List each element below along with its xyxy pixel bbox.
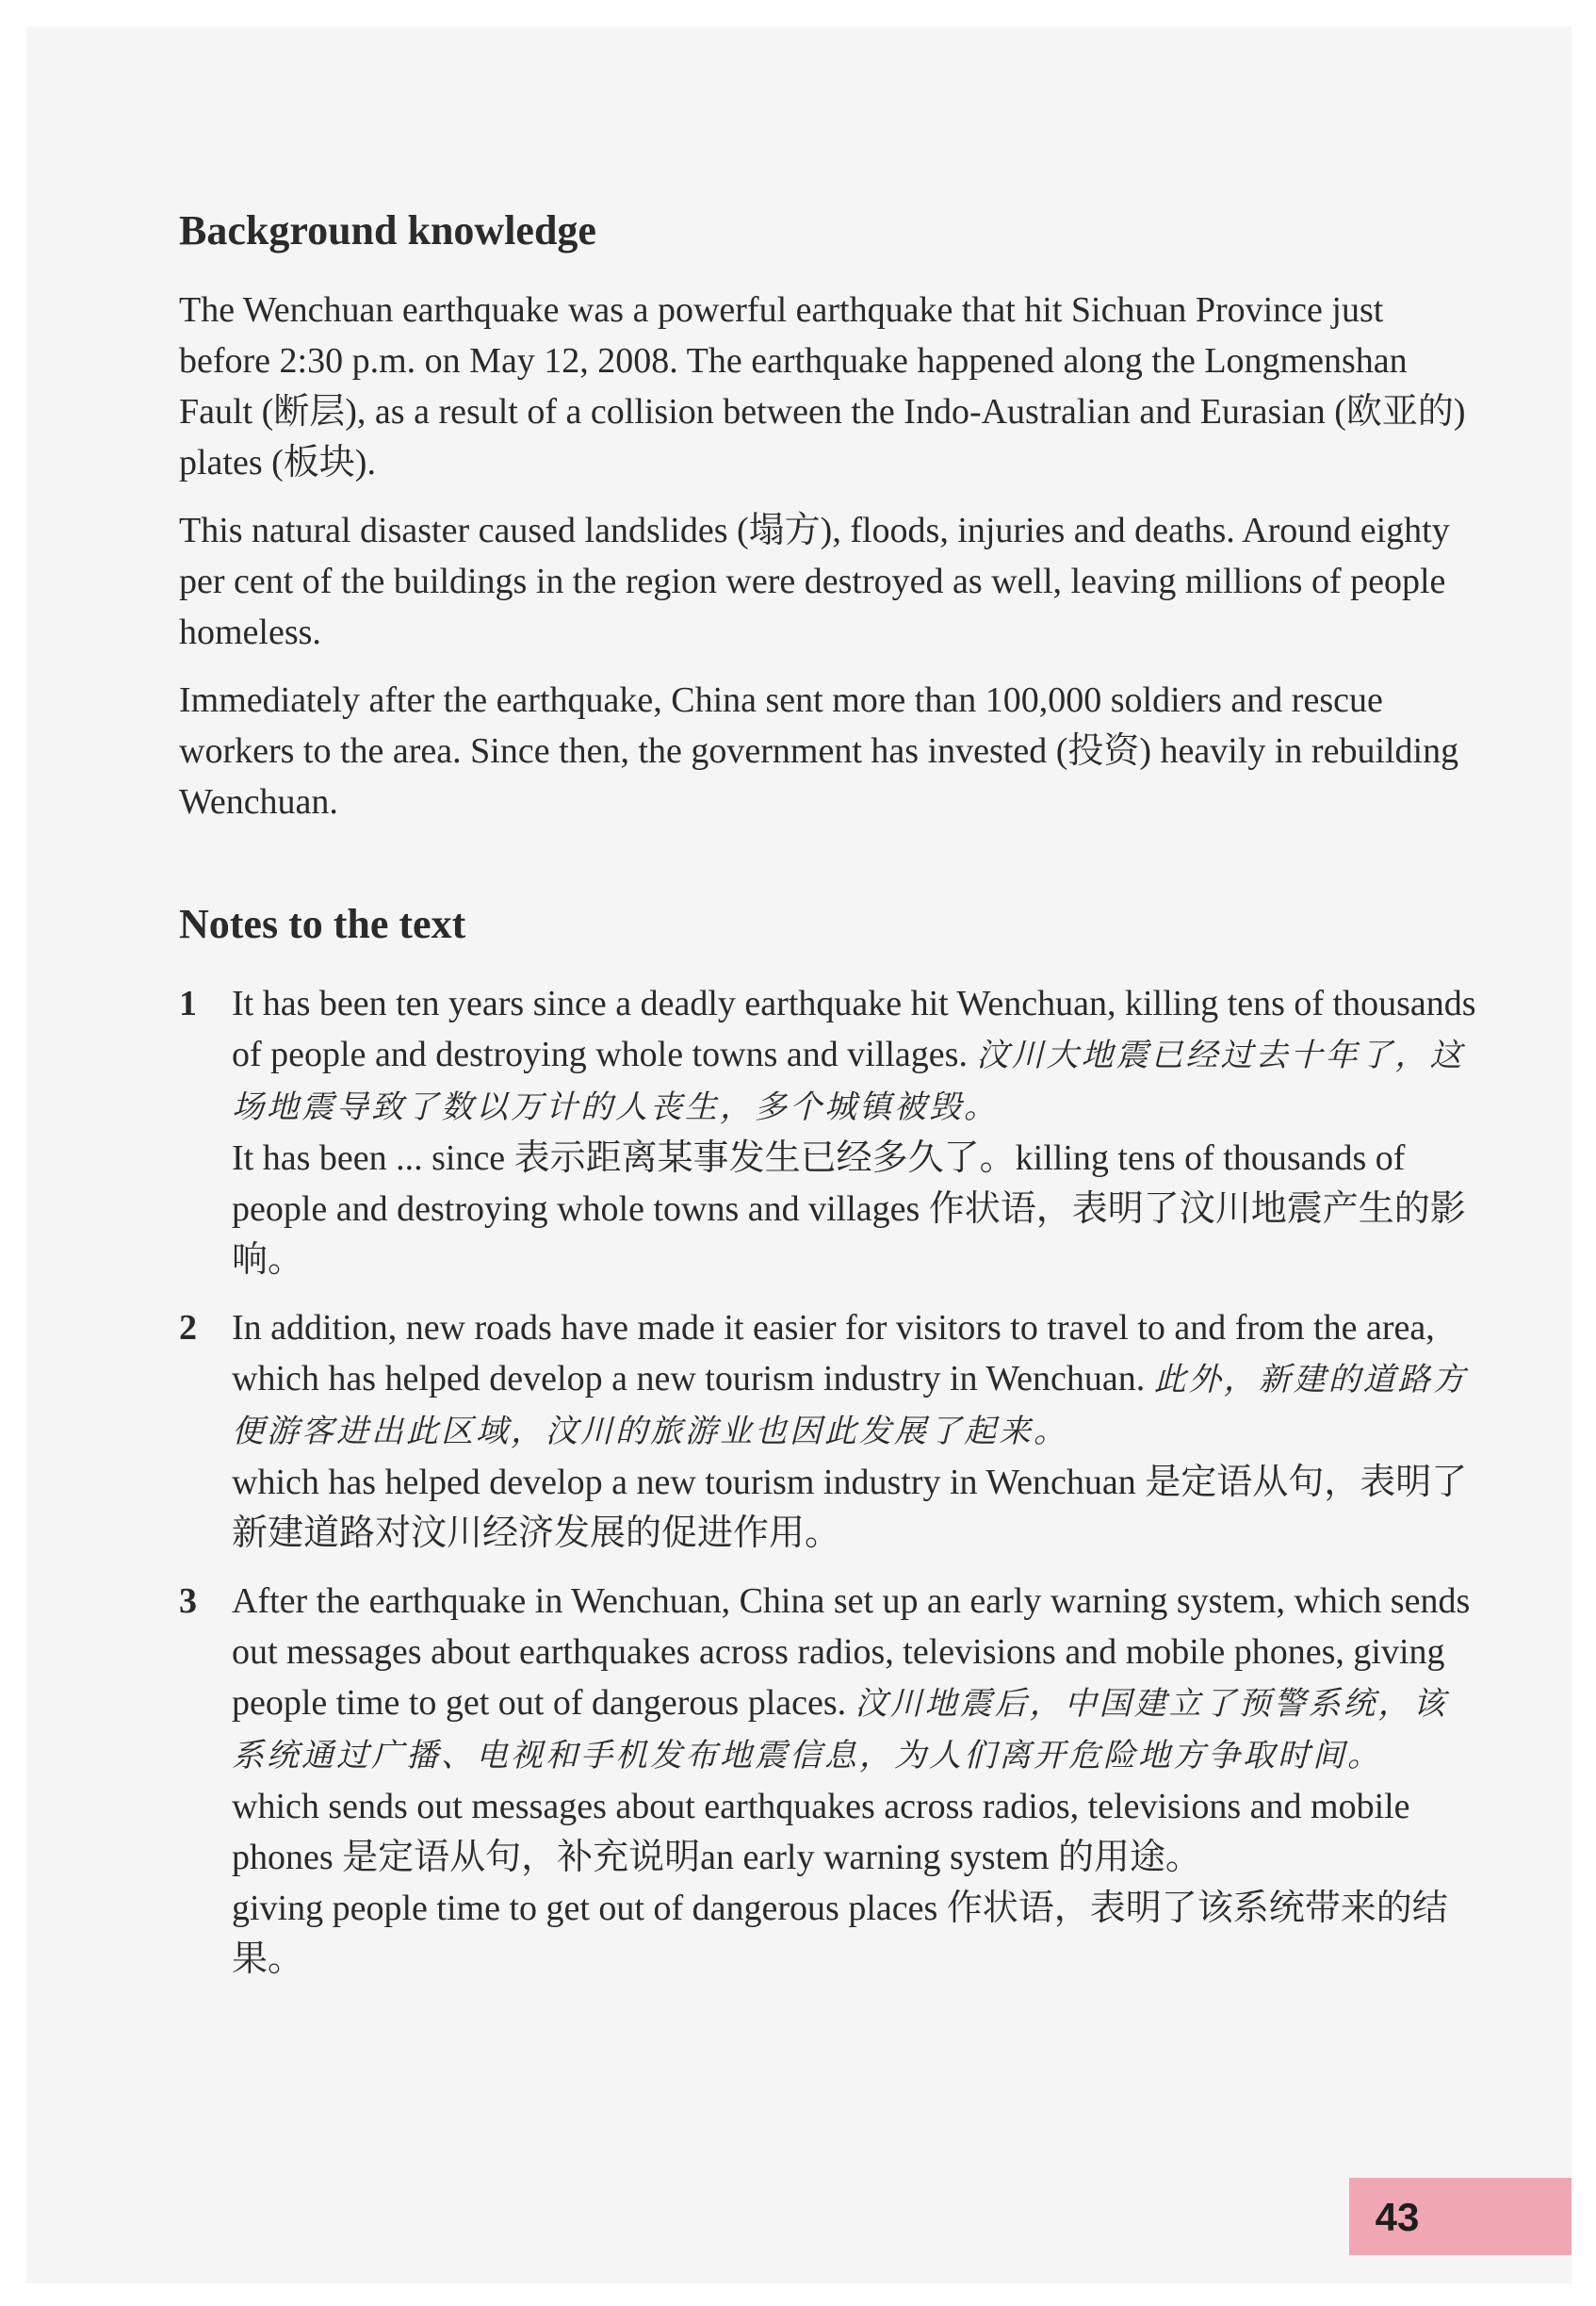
page-number: 43 xyxy=(1375,2195,1420,2239)
note-text xyxy=(232,1576,1479,1781)
note-explanation-2: giving people time to get out of dangerous places 作状语，表明了该系统带来的结果。 xyxy=(232,1889,1448,1979)
note-item-3 xyxy=(179,1576,1479,1985)
notes-heading: Notes to the text xyxy=(179,901,466,947)
note-explanation: which sends out messages about earthquakes across radios, televisions and mobile phones 是定语从句，补充说明an early warning system 的用途。 xyxy=(232,1787,1410,1877)
note-item-2 xyxy=(179,1302,1479,1559)
note-english: In addition, new roads have made it easier for visitors to travel to and from the area, which has helped develop a new tourism industry in Wenchuan. xyxy=(232,1308,1435,1398)
note-english: After the earthquake in Wenchuan, China set up an early warning system, which sends out messages about earthquakes across radios, televisions and mobile phones, giving people time to get out of dangerous places. xyxy=(232,1581,1471,1723)
note-translation: 此外，新建的道路方便游客进出此区域，汶川的旅游业也因此发展了起来。 xyxy=(232,1361,1468,1450)
note-explanation: It has been ... since 表示距离某事发生已经多久了。killing tens of thousands of people and destroying whole towns and villages 作状语，表明了汶川地震产生的影响。 xyxy=(232,1138,1466,1280)
background-paragraph-3: Immediately after the earthquake, China sent more than 100,000 soldiers and rescue workers to the area. Since then, the government has invested (投资) heavily in rebuilding Wenchuan. xyxy=(179,680,1459,822)
background-paragraph-2: This natural disaster caused landslides (塌方), floods, injuries and deaths. Around eighty per cent of the buildings in the region were destroyed as well, leaving millions of people homeless. xyxy=(179,511,1450,652)
book-page xyxy=(26,26,1572,2283)
notes-list xyxy=(179,978,1479,1985)
note-text xyxy=(232,978,1479,1133)
background-paragraph-1: The Wenchuan earthquake was a powerful earthquake that hit Sichuan Province just before 2:30 p.m. on May 12, 2008. The earthquake happened along the Longmenshan Fault (断层), as a result of a collision between the Indo-Australian and Eurasian (欧亚的) plates (板块). xyxy=(179,290,1466,482)
note-number: 3 xyxy=(179,1581,197,1621)
note-text xyxy=(232,1302,1479,1457)
note-item-1 xyxy=(179,978,1479,1285)
note-explanation: which has helped develop a new tourism industry in Wenchuan 是定语从句，表明了新建道路对汶川经济发展的促进作用。 xyxy=(232,1463,1468,1553)
note-number: 1 xyxy=(179,984,197,1023)
note-number: 2 xyxy=(179,1308,197,1348)
note-english: It has been ten years since a deadly earthquake hit Wenchuan, killing tens of thousands of people and destroying whole towns and villages. xyxy=(232,984,1476,1074)
page-content xyxy=(179,205,1479,2002)
background-heading: Background knowledge xyxy=(179,207,596,253)
note-translation: 汶川地震后，中国建立了预警系统，该系统通过广播、电视和手机发布地震信息，为人们离开危险地方争取时间。 xyxy=(232,1685,1448,1774)
note-translation: 汶川大地震已经过去十年了，这场地震导致了数以万计的人丧生，多个城镇被毁。 xyxy=(232,1037,1465,1126)
